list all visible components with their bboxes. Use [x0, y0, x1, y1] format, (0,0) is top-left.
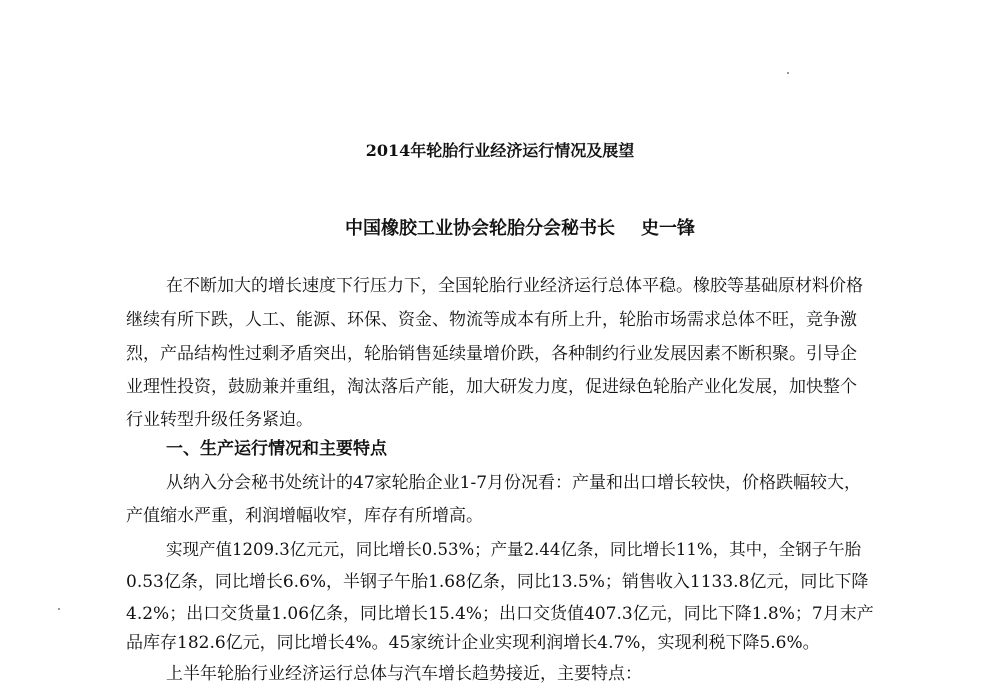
scan-speck: [58, 608, 60, 610]
paragraph-line: 行业转型升级任务紧迫。: [126, 410, 313, 430]
section-heading: 一、生产运行情况和主要特点: [166, 439, 387, 459]
paragraph-line: 业理性投资，鼓励兼并重组，淘汰落后产能，加大研发力度，促进绿色轮胎产业化发展，加快整个: [126, 377, 857, 397]
paragraph-line: 实现产值1209.3亿元元，同比增长0.53%；产量2.44亿条，同比增长11%，其中，全钢子午胎: [166, 540, 862, 559]
author-name: 史一锋: [641, 218, 695, 239]
paragraph-line: 产值缩水严重，利润增幅收窄，库存有所增高。: [126, 506, 483, 526]
document-title: 2014年轮胎行业经济运行情况及展望: [365, 141, 635, 160]
paragraph-line: 上半年轮胎行业经济运行总体与汽车增长趋势接近，主要特点：: [166, 664, 642, 684]
paragraph-line: 从纳入分会秘书处统计的47家轮胎企业1-7月份况看：产量和出口增长较快，价格跌幅较大，: [166, 473, 862, 493]
paragraph-line: 品库存182.6亿元，同比增长4%。45家统计企业实现利润增长4.7%，实现利税下降5.6%。: [126, 633, 820, 653]
paragraph-line: 在不断加大的增长速度下行压力下，全国轮胎行业经济运行总体平稳。橡胶等基础原材料价格: [166, 276, 863, 296]
paragraph-line: 烈，产品结构性过剩矛盾突出，轮胎销售延续量增价跌，各种制约行业发展因素不断积聚。引导企: [126, 344, 857, 364]
author-organization: 中国橡胶工业协会轮胎分会秘书长: [345, 218, 615, 239]
author-line: [0, 214, 1000, 240]
paragraph-line: 继续有所下跌，人工、能源、环保、资金、物流等成本有所上升，轮胎市场需求总体不旺，竞争激: [126, 310, 857, 330]
paragraph-line: 4.2%；出口交货量1.06亿条，同比增长15.4%；出口交货值407.3亿元，同比下降1.8%；7月末产: [126, 604, 874, 624]
scan-speck: [787, 72, 789, 74]
paragraph-line: 0.53亿条，同比增长6.6%，半钢子午胎1.68亿条，同比13.5%；销售收入1133.8亿元，同比下降: [126, 572, 869, 592]
